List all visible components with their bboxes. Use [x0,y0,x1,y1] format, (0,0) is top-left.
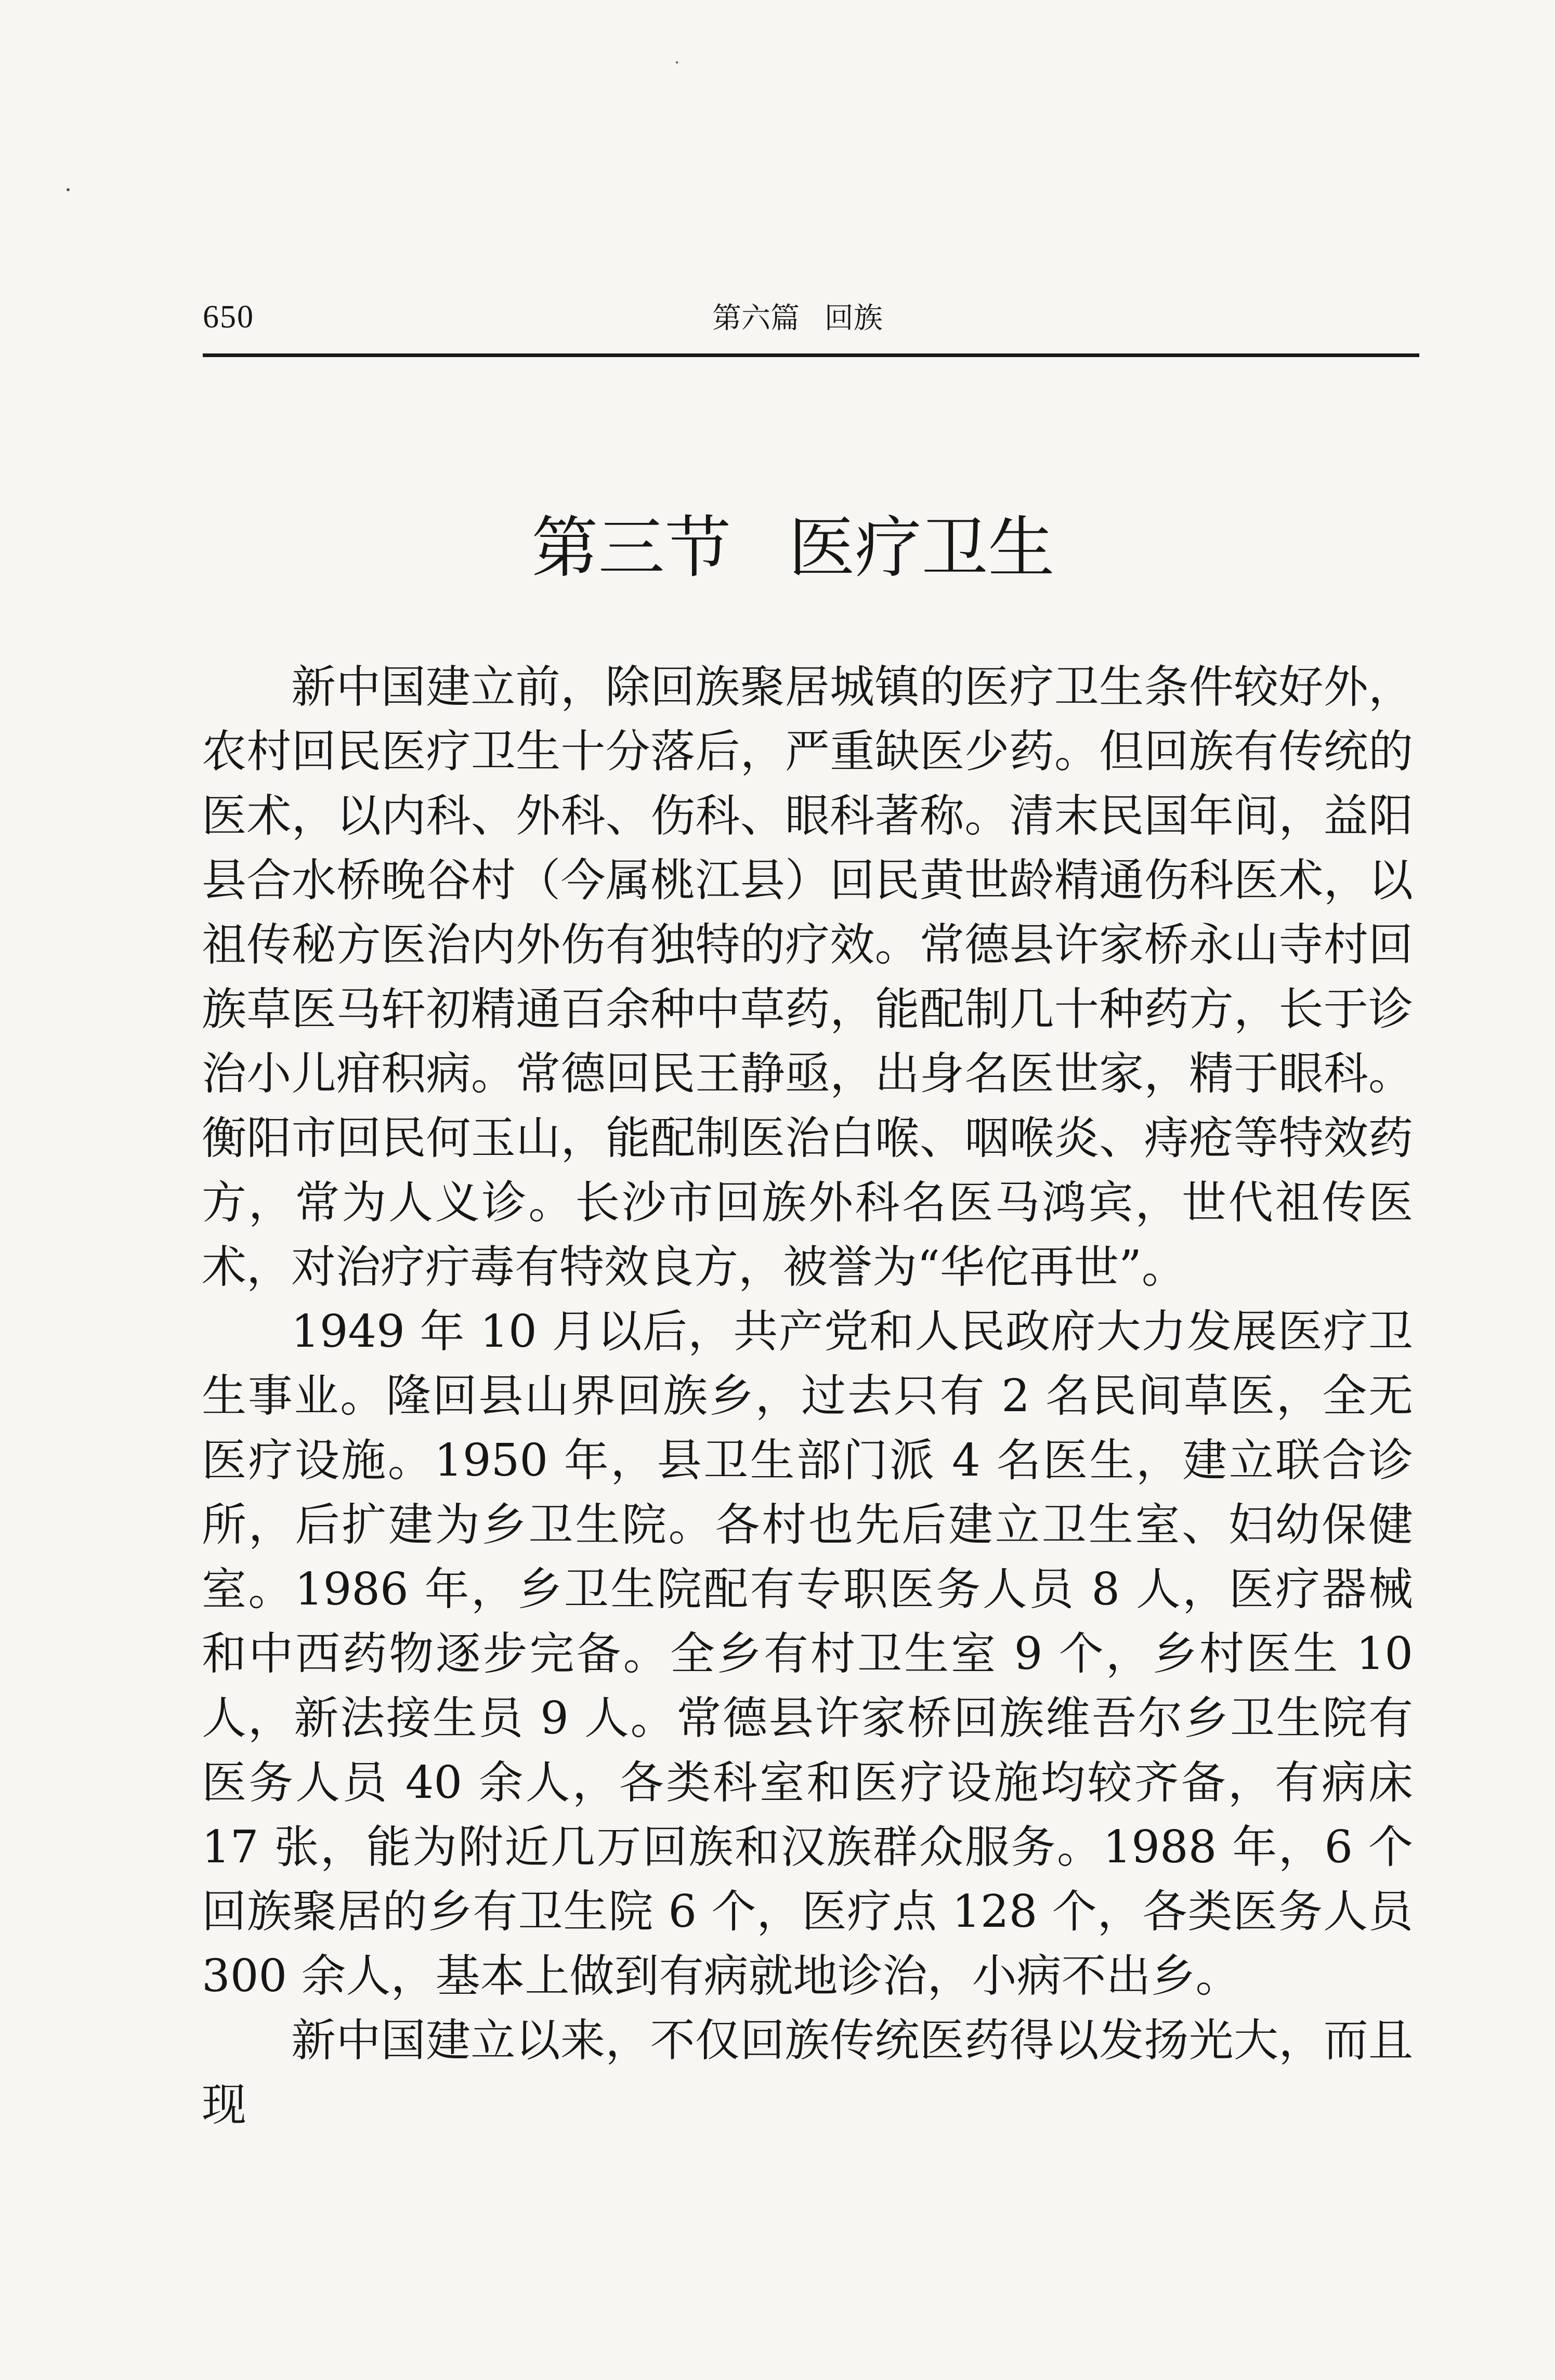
body-text [202,655,1413,2137]
paragraph-since-founding: 新中国建立以来，不仅回族传统医药得以发扬光大，而且现 [202,2015,1413,2131]
section-name: 医疗卫生 [788,509,1055,587]
paragraph-post-1949: 1949 年 10 月以后，共产党和人民政府大力发展医疗卫生事业。隆回县山界回族乡，过去只有 2 名民间草医，全无医疗设施。1950 年，县卫生部门派 4 名医生，建立联合诊所，后扩建为乡卫生院。各村也先后建立卫生室、妇幼保健室。1986 年，乡卫生院配有专职医务人员 8 人，医疗器械和中西药物逐步完备。全乡有村卫生室 9 个，乡村医生 10 人，新法接生员 9 人。常德县许家桥回族维吾尔乡卫生院有医务人员 40 余人，各类科室和医疗设施均较齐备，有病床 17 张，能为附近几万回族和汉族群众服务。1988 年，6 个回族聚居的乡有卫生院 6 个，医疗点 128 个，各类医务人员 300 余人，基本上做到有病就地诊治，小病不出乡。 [202,1306,1413,2002]
section-number: 第三节 [531,509,731,587]
page-header [203,291,1419,357]
paragraph-pre-1949: 新中国建立前，除回族聚居城镇的医疗卫生条件较好外，农村回民医疗卫生十分落后，严重缺医少药。但回族有传统的医术，以内科、外科、伤科、眼科著称。清末民国年间，益阳县合水桥晚谷村（今属桃江县）回民黄世龄精通伤科医术，以祖传秘方医治内外伤有独特的疗效。常德县许家桥永山寺村回族草医马轩初精通百余种中草药，能配制几十种药方，长于诊治小儿疳积病。常德回民王静亟，出身名医世家，精于眼科。衡阳市回民何玉山，能配制医治白喉、咽喉炎、痔疮等特效药方，常为人义诊。长沙市回族外科名医马鸿宾，世代祖传医术，对治疗疔毒有特效良方，被誉为“华佗再世”。 [202,661,1413,1293]
section-title [0,502,1555,595]
scan-speck [67,188,70,191]
page-number: 650 [203,299,254,335]
scan-speck [676,61,678,63]
running-head: 第六篇 回族 [712,301,883,335]
